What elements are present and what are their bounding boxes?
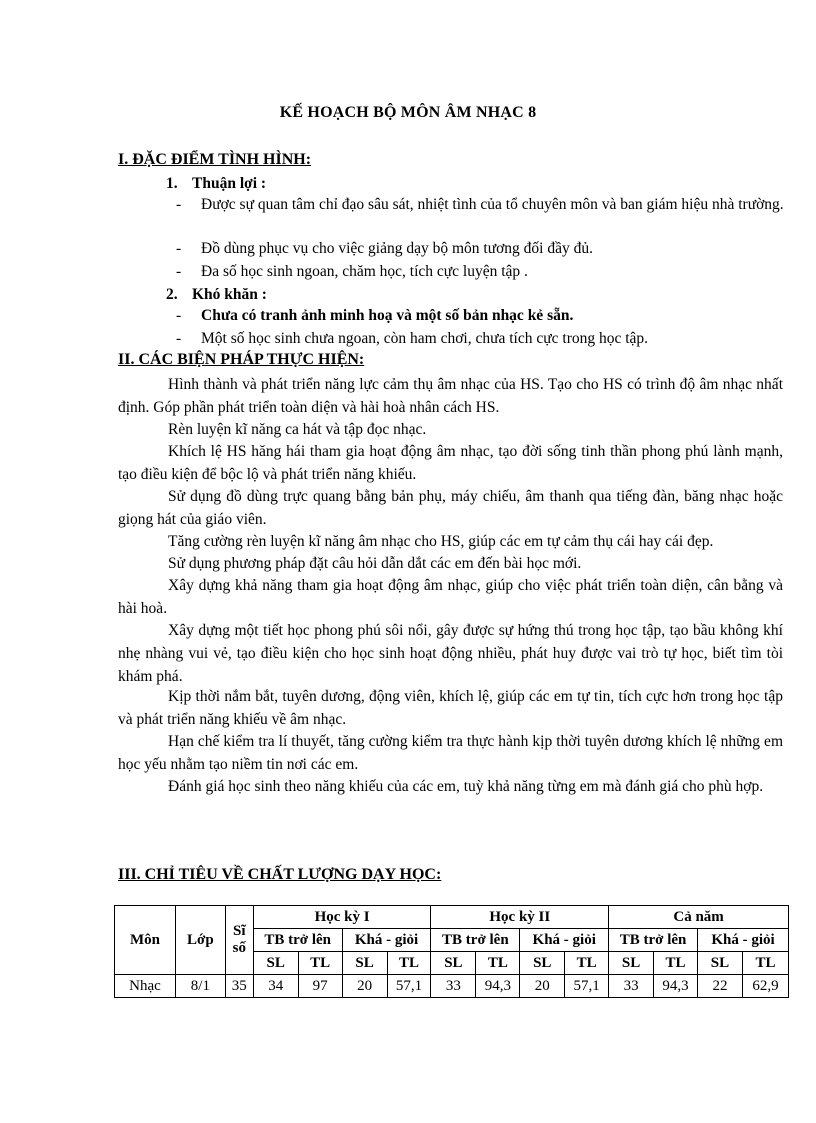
header-subcol: SL [342,952,387,975]
header-subcol: TL [742,952,788,975]
header-term-1: Học kỳ I [253,906,431,929]
header-subcol: TL [387,952,431,975]
cell-lop: 8/1 [175,975,225,998]
cell-siso: 35 [225,975,253,998]
paragraph: Xây dựng một tiết học phong phú sôi nổi, gây được sự hứng thú trong học tập, tạo bầu không khí nhẹ nhàng vui vẻ, tạo điều kiện cho học sinh hoạt động nhiều, phát huy được vai trò tự học, biết tìm tòi khám phá. [118,622,783,685]
subsection-label: Khó khăn : [192,286,267,303]
list-item: - Một số học sinh chưa ngoan, còn ham chơi, chưa tích cực trong học tập. [176,330,649,347]
table-cell: 33 [609,975,654,998]
table-cell: 33 [431,975,476,998]
subsection-difficulties [166,286,267,304]
table-cell: 57,1 [565,975,609,998]
list-item: - Chưa có tranh ảnh minh hoạ và một số bản nhạc kẻ sẵn. [176,307,574,324]
paragraph: Hạn chế kiểm tra lí thuyết, tăng cường kiểm tra thực hành kịp thời tuyên dương khích lệ những em học yếu nhằm tạo niềm tin nơi các em. [118,733,783,773]
header-group: TB trở lên [253,929,342,952]
paragraph: Đánh giá học sinh theo năng khiếu của các em, tuỳ khả năng từng em mà đánh giá cho phù hợp. [168,778,764,795]
header-subcol: SL [697,952,742,975]
table-cell: 20 [520,975,565,998]
header-group: TB trở lên [431,929,520,952]
table-cell: 57,1 [387,975,431,998]
paragraph: Khích lệ HS hăng hái tham gia hoạt động âm nhạc, tạo đời sống tinh thần phong phú lành mạnh, tạo điều kiện để bộc lộ và phát triển năng khiếu. [118,443,783,483]
table-cell: 62,9 [742,975,788,998]
header-term-2: Học kỳ II [431,906,609,929]
section-2-heading: II. CÁC BIỆN PHÁP THỰC HIỆN: [118,351,365,368]
paragraph: Sử dụng phương pháp đặt câu hỏi dẫn dắt các em đến bài học mới. [168,555,582,572]
section-1-heading: I. ĐẶC ĐIỂM TÌNH HÌNH: [118,151,312,168]
subsection-advantages [166,175,266,193]
list-item: - Được sự quan tâm chỉ đạo sâu sát, nhiệt tình của tổ chuyên môn và ban giám hiệu nhà trường. [176,196,784,213]
header-subcol: TL [476,952,520,975]
table-cell: 94,3 [654,975,698,998]
table-cell: 97 [298,975,342,998]
header-group: Khá - giỏi [697,929,788,952]
paragraph: Tăng cường rèn luyện kĩ năng âm nhạc cho HS, giúp các em tự cảm thụ cái hay cái đẹp. [168,533,714,550]
header-mon: Môn [115,906,176,975]
paragraph: Sử dụng đồ dùng trực quang bằng bản phụ, máy chiếu, âm thanh qua tiếng đàn, băng nhạc hoặc giọng hát của giáo viên. [118,488,783,528]
header-lop: Lớp [175,906,225,975]
subsection-number: 1. [166,175,178,192]
section-3-heading: III. CHỈ TIÊU VỀ CHẤT LƯỢNG DẠY HỌC: [118,866,442,883]
paragraph: Xây dựng khả năng tham gia hoạt động âm nhạc, giúp cho việc phát triển toàn diện, cân bằng và hài hoà. [118,577,783,617]
header-subcol: SL [520,952,565,975]
cell-mon: Nhạc [115,975,176,998]
header-year: Cả năm [609,906,789,929]
paragraph: Kịp thời nắm bắt, tuyên dương, động viên, khích lệ, giúp các em tự tin, tích cực hơn trong học tập và phát triển năng khiếu về âm nhạc. [118,688,783,728]
table-cell: 94,3 [476,975,520,998]
table-cell: 22 [697,975,742,998]
subsection-label: Thuận lợi : [192,175,267,192]
header-subcol: SL [609,952,654,975]
header-siso: Sĩ số [225,906,253,975]
header-subcol: SL [431,952,476,975]
header-subcol: TL [654,952,698,975]
list-item: - Đa số học sinh ngoan, chăm học, tích cực luyện tập . [176,263,528,280]
header-subcol: TL [565,952,609,975]
paragraph: Rèn luyện kĩ năng ca hát và tập đọc nhạc. [168,421,427,438]
header-group: Khá - giỏi [342,929,431,952]
paragraph: Hình thành và phát triển năng lực cảm thụ âm nhạc của HS. Tạo cho HS có trình độ âm nhạc nhất định. Góp phần phát triển toàn diện và hài hoà nhân cách HS. [118,376,783,416]
header-subcol: SL [253,952,298,975]
header-subcol: TL [298,952,342,975]
list-item: - Đồ dùng phục vụ cho việc giảng dạy bộ môn tương đối đầy đủ. [176,240,593,257]
quality-targets-table [114,905,789,998]
document-title: KẾ HOẠCH BỘ MÔN ÂM NHẠC 8 [279,104,537,121]
table-row [115,975,789,998]
header-group: TB trở lên [609,929,698,952]
table-cell: 20 [342,975,387,998]
header-group: Khá - giỏi [520,929,609,952]
table-cell: 34 [253,975,298,998]
subsection-number: 2. [166,286,178,303]
